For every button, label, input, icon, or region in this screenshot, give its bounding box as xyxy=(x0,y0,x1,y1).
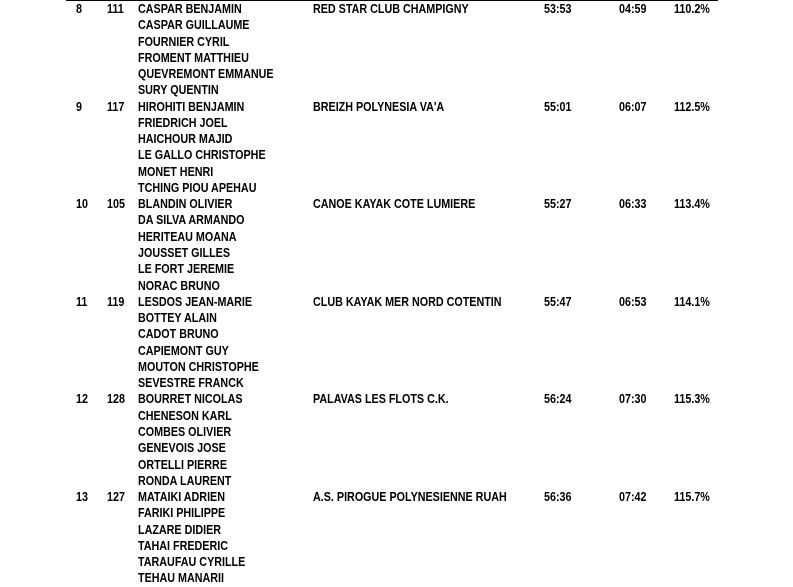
bib-number-cell: 119 xyxy=(107,294,125,309)
crew-member-name: FOURNIER CYRIL xyxy=(138,34,230,49)
bib-number-cell: 105 xyxy=(107,197,125,212)
table-row xyxy=(0,1,793,99)
gap-cell: 07:42 xyxy=(619,490,647,504)
table-row xyxy=(0,196,793,294)
gap-cell: 06:53 xyxy=(619,294,647,309)
bib-number-cell: 111 xyxy=(107,2,124,16)
crew-cell xyxy=(138,99,266,197)
crew-member-name: GENEVOIS JOSE xyxy=(138,441,226,456)
crew-member-name: CADOT BRUNO xyxy=(138,327,219,342)
crew-member-name: FROMENT MATTHIEU xyxy=(138,50,249,65)
crew-member-name: NORAC BRUNO xyxy=(138,278,220,293)
table-row xyxy=(0,489,793,587)
crew-member-name: QUEVREMONT EMMANUE xyxy=(138,67,274,82)
bib-number-cell: 128 xyxy=(107,392,125,407)
table-row xyxy=(0,99,793,197)
crew-member-name: LE FORT JEREMIE xyxy=(138,262,235,277)
crew-member-name: MATAIKI ADRIEN xyxy=(138,490,225,504)
crew-member-name: LESDOS JEAN-MARIE xyxy=(138,294,253,309)
crew-member-name: CAPIEMONT GUY xyxy=(138,343,229,358)
club-cell: CANOE KAYAK COTE LUMIERE xyxy=(313,197,476,212)
crew-cell xyxy=(138,294,259,392)
crew-member-name: HERITEAU MOANA xyxy=(138,229,237,244)
club-cell: PALAVAS LES FLOTS C.K. xyxy=(313,392,449,407)
crew-member-name: TCHING PIOU APEHAU xyxy=(138,181,257,196)
crew-cell xyxy=(138,1,274,99)
club-cell: A.S. PIROGUE POLYNESIENNE RUAH xyxy=(313,490,507,504)
club-cell: BREIZH POLYNESIA VA'A xyxy=(313,99,445,114)
crew-member-name: BOURRET NICOLAS xyxy=(138,392,243,407)
crew-cell xyxy=(138,196,245,294)
crew-member-name: CASPAR GUILLAUME xyxy=(138,18,250,33)
time-cell: 55:27 xyxy=(544,197,572,212)
crew-member-name: TAHAI FREDERIC xyxy=(138,538,228,553)
crew-member-name: SEVESTRE FRANCK xyxy=(138,376,244,391)
percentage-cell: 115.3% xyxy=(674,392,710,407)
crew-member-name: TARAUFAU CYRILLE xyxy=(138,555,246,570)
crew-member-name: DA SILVA ARMANDO xyxy=(138,213,245,228)
crew-cell xyxy=(138,391,243,489)
percentage-cell: 114.1% xyxy=(674,294,710,309)
table-row xyxy=(0,391,793,489)
rank-cell: 11 xyxy=(76,294,88,309)
rank-cell: 12 xyxy=(76,392,88,407)
percentage-cell: 110.2% xyxy=(674,2,710,16)
bib-number-cell: 117 xyxy=(107,99,125,114)
table-row xyxy=(0,294,793,392)
rank-cell: 9 xyxy=(76,99,82,114)
rank-cell: 10 xyxy=(76,197,88,212)
club-cell: CLUB KAYAK MER NORD COTENTIN xyxy=(313,294,502,309)
club-cell: RED STAR CLUB CHAMPIGNY xyxy=(313,2,469,16)
time-cell: 56:24 xyxy=(544,392,572,407)
crew-cell xyxy=(138,489,245,587)
crew-member-name: FARIKI PHILIPPE xyxy=(138,506,226,521)
crew-member-name: MONET HENRI xyxy=(138,164,214,179)
crew-member-name: BLANDIN OLIVIER xyxy=(138,197,233,212)
time-cell: 53:53 xyxy=(544,2,572,16)
crew-member-name: FRIEDRICH JOEL xyxy=(138,115,228,130)
crew-member-name: ORTELLI PIERRE xyxy=(138,457,227,472)
crew-member-name: MOUTON CHRISTOPHE xyxy=(138,359,259,374)
bib-number-cell: 127 xyxy=(107,490,125,504)
percentage-cell: 115.7% xyxy=(674,490,710,504)
crew-member-name: HIROHITI BENJAMIN xyxy=(138,99,245,114)
crew-member-name: LAZARE DIDIER xyxy=(138,522,222,537)
time-cell: 55:01 xyxy=(544,99,572,114)
percentage-cell: 112.5% xyxy=(674,99,710,114)
gap-cell: 06:07 xyxy=(619,99,647,114)
rank-cell: 13 xyxy=(76,490,88,504)
crew-member-name: COMBES OLIVIER xyxy=(138,424,232,439)
rank-cell: 8 xyxy=(76,2,82,16)
crew-member-name: JOUSSET GILLES xyxy=(138,246,230,261)
gap-cell: 04:59 xyxy=(619,2,647,16)
crew-member-name: CHENESON KARL xyxy=(138,408,232,423)
crew-member-name: HAICHOUR MAJID xyxy=(138,132,233,147)
time-cell: 56:36 xyxy=(544,490,572,504)
crew-member-name: SURY QUENTIN xyxy=(138,83,219,98)
percentage-cell: 113.4% xyxy=(674,197,710,212)
gap-cell: 07:30 xyxy=(619,392,647,407)
time-cell: 55:47 xyxy=(544,294,572,309)
crew-member-name: RONDA LAURENT xyxy=(138,473,232,488)
gap-cell: 06:33 xyxy=(619,197,647,212)
crew-member-name: TEHAU MANARII xyxy=(138,571,224,586)
crew-member-name: BOTTEY ALAIN xyxy=(138,311,217,326)
crew-member-name: LE GALLO CHRISTOPHE xyxy=(138,148,266,163)
crew-member-name: CASPAR BENJAMIN xyxy=(138,2,242,16)
